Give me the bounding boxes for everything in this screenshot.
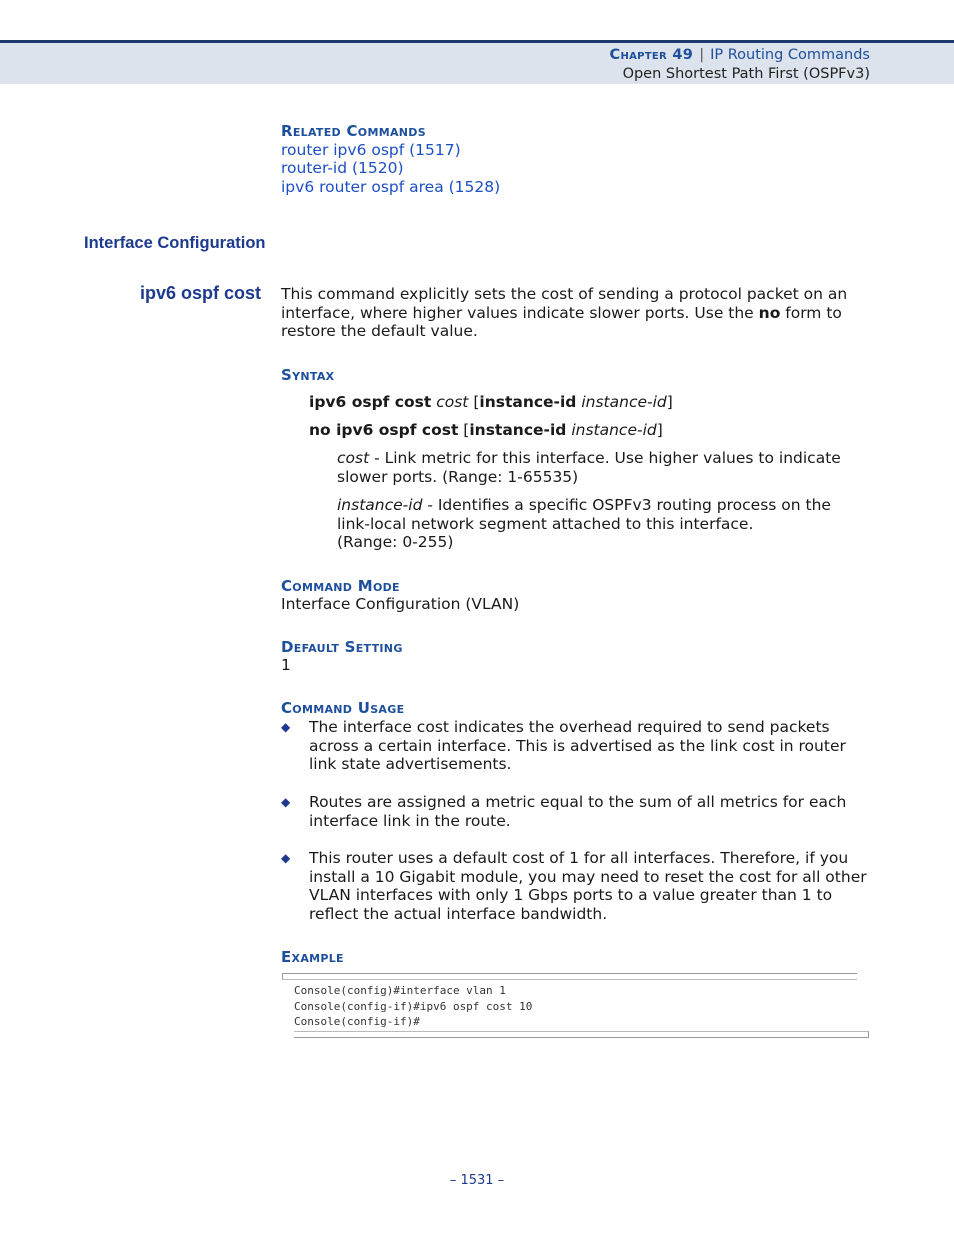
command-mode-value: Interface Configuration (VLAN) (281, 595, 520, 613)
header-separator: | (699, 47, 705, 63)
bullet-diamond-icon: ◆ (281, 851, 291, 865)
header-chapter-line (610, 47, 870, 63)
param-cost-name: cost (337, 449, 370, 467)
related-link-ipv6-router-ospf-area[interactable]: ipv6 router ospf area (1528) (281, 178, 501, 196)
syntax1-arg: cost (436, 393, 469, 411)
page-number: – 1531 – (449, 1173, 505, 1188)
param-instance-range: (Range: 0-255) (337, 533, 454, 551)
page-header (0, 40, 954, 84)
related-link-router-id[interactable]: router-id (1520) (281, 159, 404, 177)
syntax-heading: Syntax (281, 366, 335, 384)
command-usage-heading: Command Usage (281, 699, 405, 717)
command-title: ipv6 ospf cost (140, 283, 262, 303)
description-text-1: This command explicitly sets the cost of sending a protocol packet on an interface, where higher values indicate slower ports. Use the (281, 285, 848, 322)
command-description (281, 285, 861, 341)
chapter-number: Chapter 49 (609, 47, 694, 63)
code-line: Console(config-if)#ipv6 ospf cost 10 (294, 999, 533, 1013)
param-cost (337, 449, 857, 486)
usage-item: Routes are assigned a metric equal to the sum of all metrics for each interface link in the route. (309, 793, 847, 830)
command-mode-heading: Command Mode (281, 577, 400, 595)
related-link-router-ipv6-ospf[interactable]: router ipv6 ospf (1517) (281, 141, 461, 159)
bullet-diamond-icon: ◆ (281, 720, 291, 734)
section-title: Interface Configuration (84, 234, 266, 252)
bullet-diamond-icon: ◆ (281, 795, 291, 809)
syntax-line-1 (309, 393, 673, 411)
syntax2-cmd: no ipv6 ospf cost (309, 421, 459, 439)
syntax2-arg2: instance-id (571, 421, 657, 439)
code-line: Console(config)#interface vlan 1 (294, 984, 506, 997)
param-instance-name: instance-id (337, 496, 423, 514)
description-no-keyword: no (758, 303, 781, 322)
syntax1-cmd: ipv6 ospf cost (309, 393, 432, 411)
syntax2-kw: instance-id (469, 421, 567, 439)
code-line: Console(config-if)# (294, 1015, 420, 1028)
code-box-bottom-rule (294, 1031, 869, 1038)
syntax2-close: ] (656, 421, 663, 439)
header-subtitle: Open Shortest Path First (OSPFv3) (622, 66, 870, 82)
syntax1-open: [ (468, 393, 480, 411)
description-text-2: form to restore the default value. (281, 303, 842, 340)
param-instance-desc: - Identifies a specific OSPFv3 routing process on the link-local network segment attached to this interface. (337, 496, 831, 533)
example-code (294, 983, 532, 1030)
example-heading: Example (281, 948, 344, 966)
syntax-line-2 (309, 421, 663, 439)
default-setting-value: 1 (281, 656, 291, 674)
param-instance-id (337, 496, 857, 552)
syntax1-kw: instance-id (479, 393, 577, 411)
param-cost-desc: - Link metric for this interface. Use higher values to indicate slower ports. (Range: 1-65535) (337, 449, 841, 486)
related-commands-heading: Related Commands (281, 122, 426, 140)
usage-item: The interface cost indicates the overhead required to send packets across a certain interface. This is advertised as the link cost in router link state advertisements. (309, 718, 846, 773)
syntax2-open: [ (458, 421, 470, 439)
usage-item: This router uses a default cost of 1 for all interfaces. Therefore, if you install a 10 Gigabit module, you may need to reset the cost for all other VLAN interfaces with only 1 Gbps ports to a value greater than 1 to reflect the actual interface bandwidth. (309, 849, 867, 923)
chapter-title: IP Routing Commands (710, 47, 870, 63)
default-setting-heading: Default Setting (281, 638, 403, 656)
example-code-box (282, 973, 868, 1041)
syntax1-close: ] (666, 393, 673, 411)
syntax1-arg2: instance-id (581, 393, 667, 411)
code-box-top-rule (282, 973, 857, 980)
